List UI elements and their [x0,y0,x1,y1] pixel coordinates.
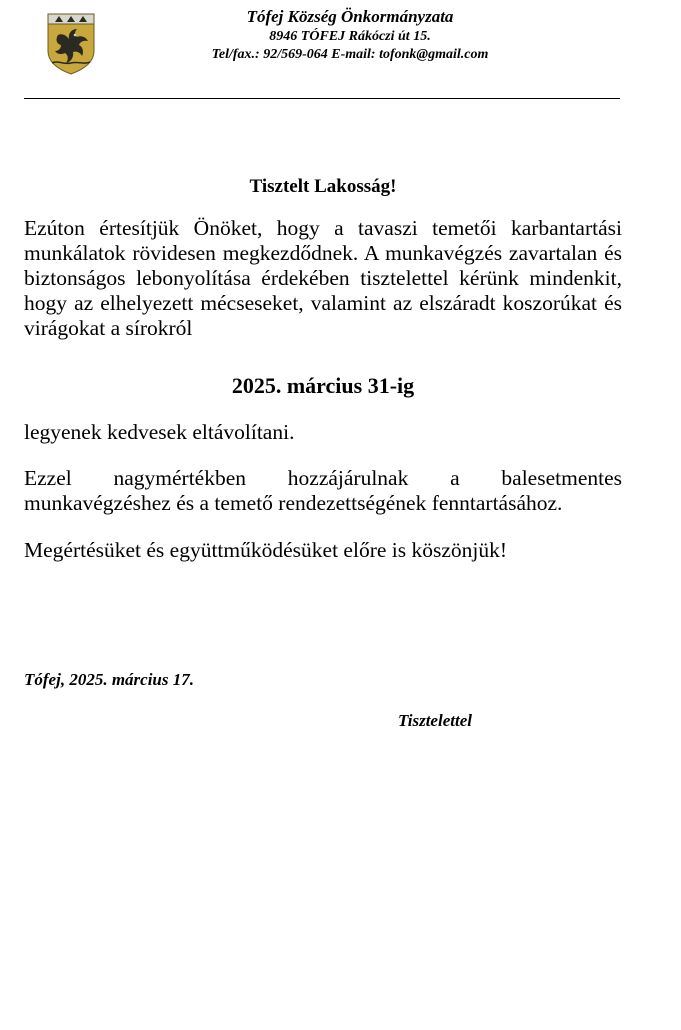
body-paragraph-4: Megértésüket és együttműködésüket előre is köszönjük! [24,538,508,562]
coat-of-arms-icon [46,13,96,75]
municipality-contact: Tel/fax.: 92/569-064 E-mail: tofonk@gmail.com [211,47,489,62]
header-divider [24,98,620,99]
municipality-address: 8946 TÓFEJ Rákóczi út 15. [269,29,431,44]
body-paragraph-1: Ezúton értesítjük Önöket, hogy a tavaszi temetői karbantartási munkálatok rövidesen megkezdődnek. A munkavégzés zavartalan és biztonságos lebonyolítása érdekében tisztelettel kérünk mindenkit, hogy az elhelyezett mécseseket, valamint az elszáradt koszorúkat és virágokat a sírokról [24,216,622,340]
deadline-date: 2025. március 31-ig [231,373,415,398]
body-paragraph-2: legyenek kedvesek eltávolítani. [24,420,295,444]
municipality-name: Tófej Község Önkormányzata [246,7,454,26]
closing-phrase: Tisztelettel [398,711,472,730]
place-and-date: Tófej, 2025. március 17. [24,670,194,689]
letterhead [150,6,550,64]
salutation: Tisztelt Lakosság! [249,176,397,197]
body-paragraph-3: Ezzel nagymértékben hozzájárulnak a balesetmentes munkavégzéshez és a temető rendezettségének fenntartásához. [24,466,622,515]
